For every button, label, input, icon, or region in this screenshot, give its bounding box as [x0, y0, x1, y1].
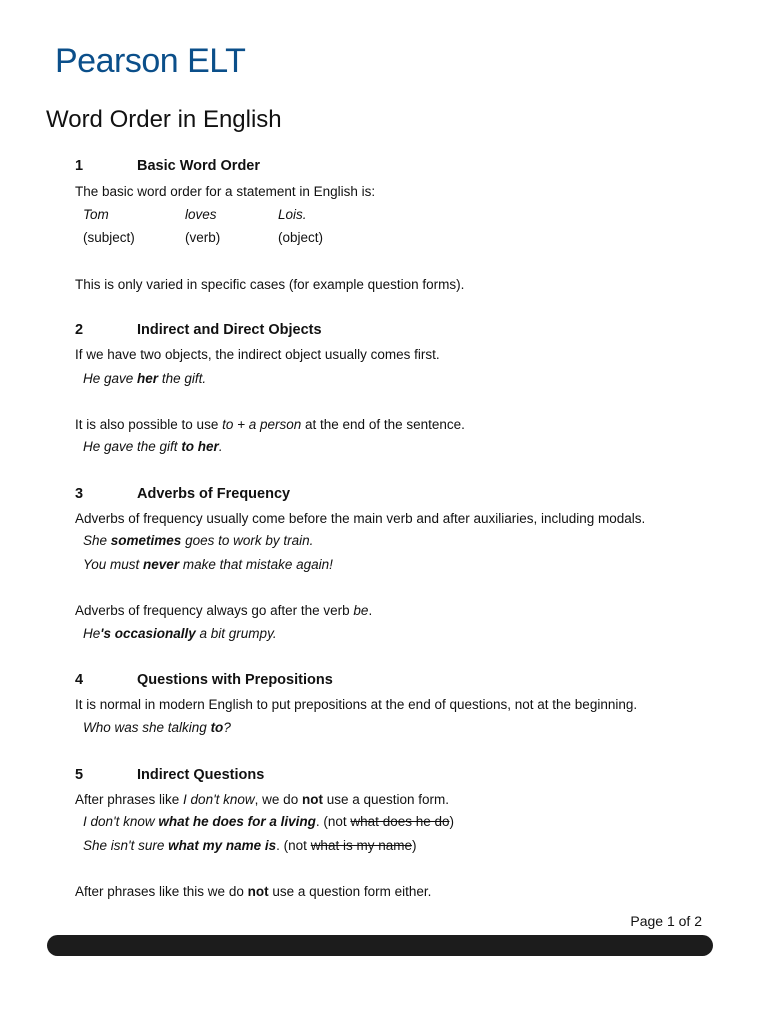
- pearson-elt-logo: Pearson ELT: [55, 42, 246, 80]
- section-2-title: Indirect and Direct Objects: [137, 322, 322, 338]
- section-4-example-1: Who was she talking to?: [83, 720, 231, 735]
- section-2-number: 2: [75, 322, 84, 338]
- section-5-example-2: She isn't sure what my name is. (not what is my name): [83, 838, 417, 853]
- section-1-number: 1: [75, 158, 84, 174]
- document-title: Word Order in English: [46, 106, 282, 133]
- section-3-example-3: He's occasionally a bit grumpy.: [83, 626, 277, 641]
- section-3-note: Adverbs of frequency always go after the verb be.: [75, 603, 373, 618]
- section-1-note: This is only varied in specific cases (for example question forms).: [75, 277, 465, 292]
- section-5-number: 5: [75, 767, 84, 783]
- example-word-verb: loves: [185, 207, 217, 222]
- example-role-object: (object): [278, 230, 324, 245]
- page-number: Page 1 of 2: [630, 913, 702, 929]
- footer-bar: [47, 935, 713, 956]
- section-4-intro: It is normal in modern English to put prepositions at the end of questions, not at the beginning.: [75, 697, 638, 712]
- example-role-subject: (subject): [83, 230, 135, 245]
- section-1-intro: The basic word order for a statement in English is:: [75, 184, 376, 199]
- section-3-number: 3: [75, 486, 84, 502]
- section-3-intro: Adverbs of frequency usually come before the main verb and after auxiliaries, including modals.: [75, 511, 646, 526]
- section-5-note: After phrases like this we do not use a question form either.: [75, 884, 432, 899]
- section-5-intro: After phrases like I don't know, we do not use a question form.: [75, 792, 450, 807]
- section-2-example-2: He gave the gift to her.: [83, 439, 223, 454]
- section-3-example-2: You must never make that mistake again!: [83, 557, 333, 572]
- section-2-intro: If we have two objects, the indirect object usually comes first.: [75, 347, 440, 362]
- section-2-example-1: He gave her the gift.: [83, 371, 207, 386]
- section-3-example-1: She sometimes goes to work by train.: [83, 533, 314, 548]
- example-role-verb: (verb): [185, 230, 221, 245]
- section-1-title: Basic Word Order: [137, 158, 261, 174]
- section-3-title: Adverbs of Frequency: [137, 486, 291, 502]
- section-5-title: Indirect Questions: [137, 767, 265, 783]
- example-word-subject: Tom: [83, 207, 109, 222]
- section-4-title: Questions with Prepositions: [137, 672, 333, 688]
- section-2-note: It is also possible to use to + a person at the end of the sentence.: [75, 417, 465, 432]
- example-word-object: Lois.: [278, 207, 307, 222]
- section-4-number: 4: [75, 672, 84, 688]
- section-5-example-1: I don't know what he does for a living. (not what does he do): [83, 814, 454, 829]
